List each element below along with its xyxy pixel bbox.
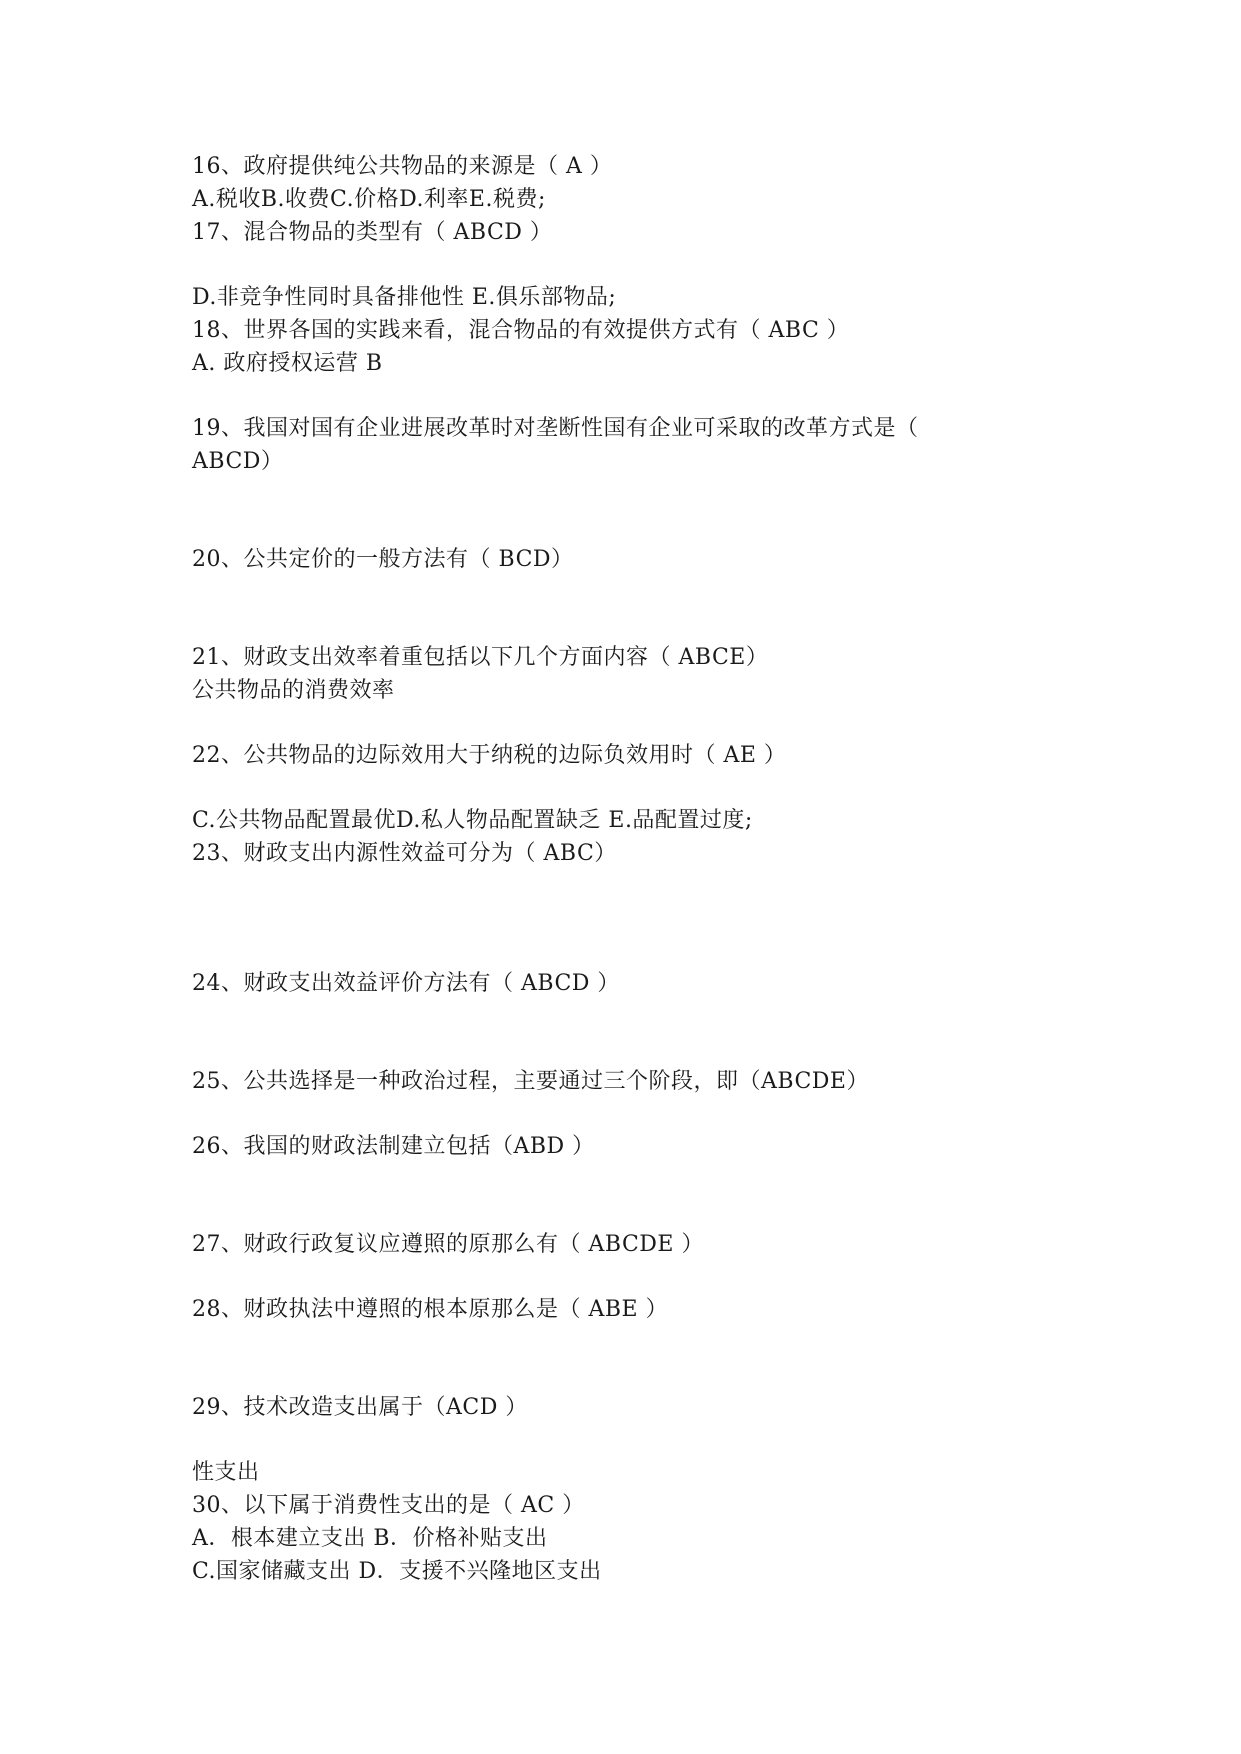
question-22-options: C.公共物品配置最优D.私人物品配置缺乏 E.品配置过度;: [192, 808, 753, 833]
question-23: 23、财政支出内源性效益可分为（ ABC）: [192, 841, 617, 866]
question-28: 28、财政执法中遵照的根本原那么是（ ABE ）: [192, 1297, 669, 1322]
question-19-answer: ABCD）: [192, 449, 284, 474]
question-20: 20、公共定价的一般方法有（ BCD）: [192, 547, 574, 572]
question-30-options-ab: A．根本建立支出 B．价格补贴支出: [192, 1526, 548, 1551]
question-16: 16、政府提供纯公共物品的来源是（ A ）: [192, 154, 613, 179]
question-17: 17、混合物品的类型有（ ABCD ）: [192, 220, 553, 245]
question-21-options: 公共物品的消费效率: [192, 678, 395, 703]
question-30: 30、以下属于消费性支出的是（ AC ）: [192, 1493, 585, 1518]
question-26: 26、我国的财政法制建立包括（ABD ）: [192, 1134, 595, 1159]
question-17-options: D.非竞争性同时具备排他性 E.俱乐部物品;: [192, 285, 617, 310]
question-22: 22、公共物品的边际效用大于纳税的边际负效用时（ AE ）: [192, 743, 787, 768]
question-25: 25、公共选择是一种政治过程，主要通过三个阶段，即（ABCDE）: [192, 1069, 869, 1094]
question-19: 19、我国对国有企业进展改革时对垄断性国有企业可采取的改革方式是（: [192, 416, 919, 441]
question-29: 29、技术改造支出属于（ACD ）: [192, 1395, 528, 1420]
question-18-options: A. 政府授权运营 B: [192, 351, 383, 376]
question-21: 21、财政支出效率着重包括以下几个方面内容（ ABCE）: [192, 645, 769, 670]
question-30-options-cd: C.国家储藏支出 D．支援不兴隆地区支出: [192, 1559, 602, 1584]
question-24: 24、财政支出效益评价方法有（ ABCD ）: [192, 971, 620, 996]
question-16-options: A.税收B.收费C.价格D.利率E.税费;: [192, 187, 546, 212]
question-27: 27、财政行政复议应遵照的原那么有（ ABCDE ）: [192, 1232, 704, 1257]
question-18: 18、世界各国的实践来看，混合物品的有效提供方式有（ ABC ）: [192, 318, 850, 343]
question-29-options: 性支出: [192, 1460, 260, 1485]
